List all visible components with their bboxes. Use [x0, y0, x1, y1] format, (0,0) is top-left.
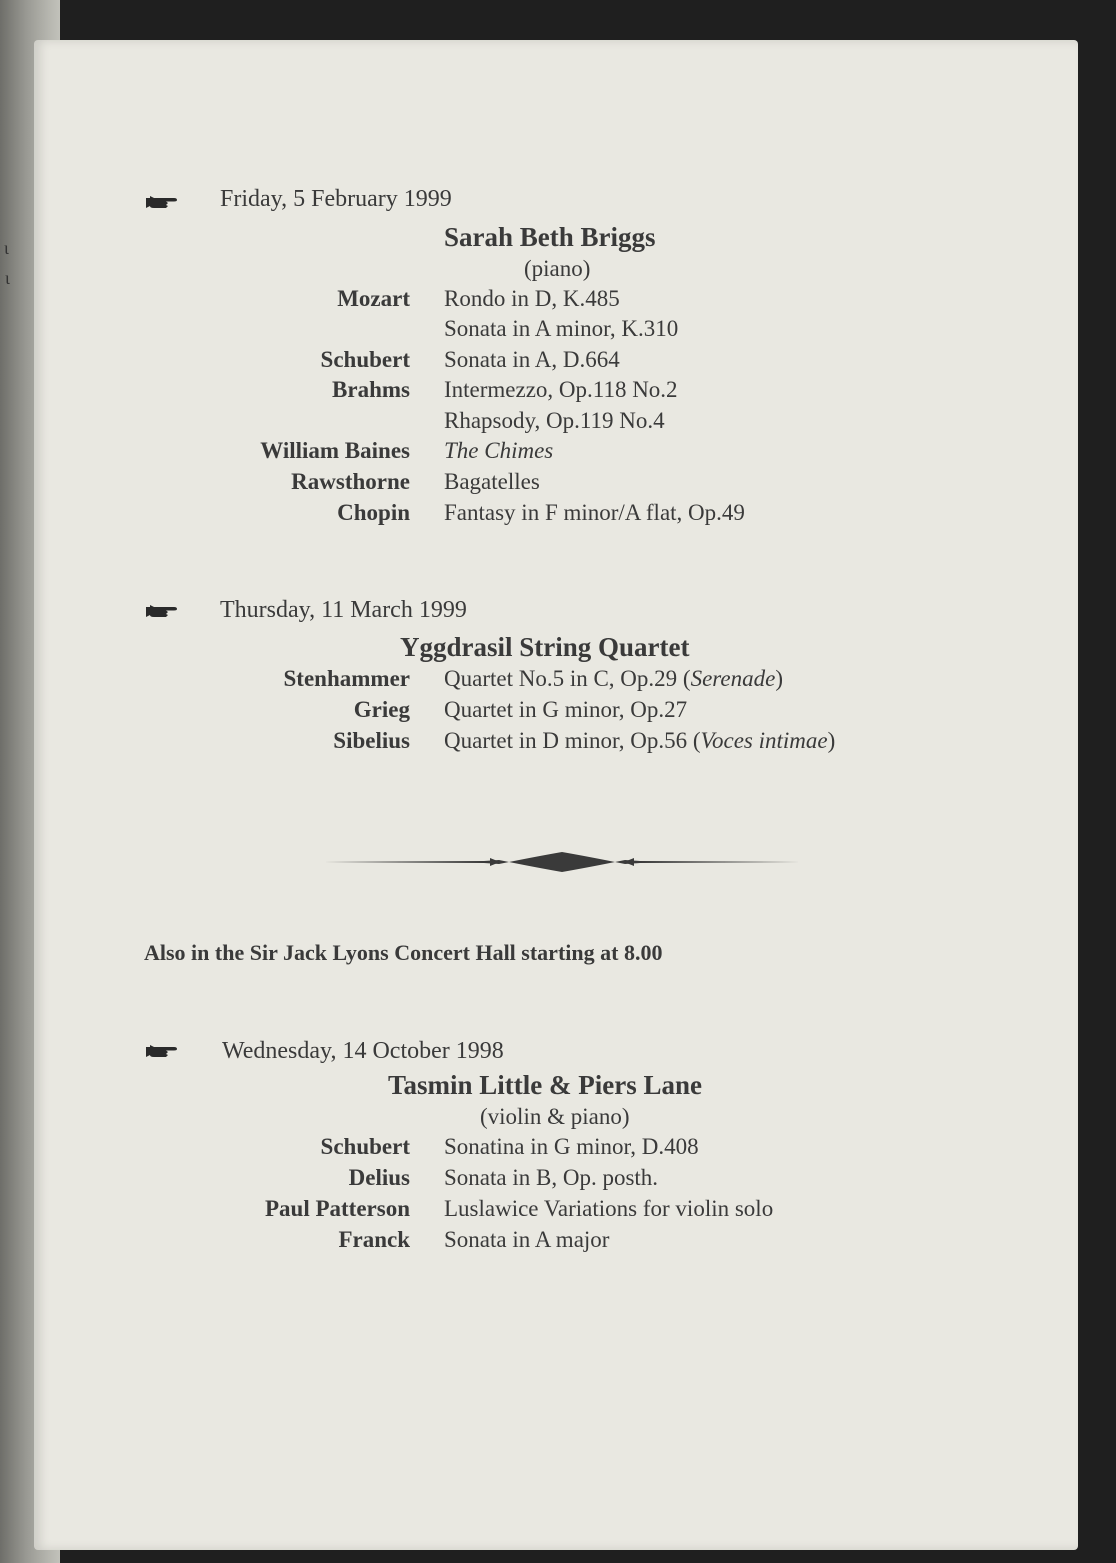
- concert-date: Wednesday, 14 October 1998: [222, 1038, 504, 1064]
- composer-name: Stenhammer: [283, 666, 410, 691]
- work-title: Sonatina in G minor, D.408: [444, 1134, 699, 1159]
- work-title: Intermezzo, Op.118 No.2: [444, 377, 678, 402]
- program-row: [34, 286, 1078, 316]
- program-row: [34, 347, 1078, 377]
- margin-mark: ι: [4, 238, 9, 258]
- composer-name: Franck: [338, 1227, 410, 1252]
- program-row: [34, 1227, 1078, 1257]
- pointing-hand-icon: [144, 604, 184, 620]
- also-heading: Also in the Sir Jack Lyons Concert Hall starting at 8.00: [144, 940, 663, 965]
- composer-name: Chopin: [337, 500, 410, 525]
- work-title: Bagatelles: [444, 469, 540, 494]
- program-row: [34, 1165, 1078, 1195]
- work-title: Rhapsody, Op.119 No.4: [444, 408, 665, 433]
- ornamental-divider: [324, 847, 800, 877]
- work-title: Sonata in A, D.664: [444, 347, 620, 372]
- program-row: [34, 316, 1078, 346]
- margin-mark: ι: [5, 268, 10, 288]
- composer-name: Paul Patterson: [264, 1196, 410, 1221]
- work-title: Quartet in D minor, Op.56 (Voces intimae): [444, 728, 836, 753]
- work-title: Sonata in A minor, K.310: [444, 316, 679, 341]
- composer-name: Grieg: [353, 697, 410, 722]
- composer-name: Schubert: [320, 1134, 410, 1159]
- program-page: [34, 40, 1078, 1550]
- program-row: [34, 697, 1078, 727]
- composer-name: Rawsthorne: [291, 469, 410, 494]
- performer-name: Tasmin Little & Piers Lane: [388, 1070, 702, 1100]
- pointing-hand-icon: [144, 1044, 184, 1060]
- program-row: [34, 666, 1078, 696]
- program-row: [34, 438, 1078, 468]
- work-title: Luslawice Variations for violin solo: [444, 1196, 774, 1221]
- performer-name: Yggdrasil String Quartet: [400, 632, 690, 662]
- work-title: Quartet in G minor, Op.27: [444, 697, 688, 722]
- performer-name: Sarah Beth Briggs: [444, 222, 656, 252]
- work-title: Rondo in D, K.485: [444, 286, 620, 311]
- work-title: Sonata in B, Op. posth.: [444, 1165, 659, 1190]
- performer-instrument: (piano): [524, 256, 591, 281]
- work-title: Sonata in A major: [444, 1227, 610, 1252]
- composer-name: Mozart: [337, 286, 410, 311]
- program-row: [34, 1134, 1078, 1164]
- program-row: [34, 728, 1078, 758]
- program-row: [34, 1196, 1078, 1226]
- program-row: [34, 377, 1078, 407]
- composer-name: Schubert: [320, 347, 410, 372]
- concert-date: Friday, 5 February 1999: [220, 186, 452, 212]
- pointing-hand-icon: [144, 195, 184, 211]
- composer-name: Brahms: [332, 377, 410, 402]
- program-row: [34, 469, 1078, 499]
- program-row: [34, 408, 1078, 438]
- performer-instrument: (violin & piano): [480, 1104, 630, 1129]
- work-title: Quartet No.5 in C, Op.29 (Serenade): [444, 666, 783, 691]
- concert-date: Thursday, 11 March 1999: [220, 597, 467, 623]
- composer-name: William Baines: [260, 438, 410, 463]
- composer-name: Delius: [348, 1165, 410, 1190]
- work-title: The Chimes: [444, 438, 554, 463]
- work-title: Fantasy in F minor/A flat, Op.49: [444, 500, 745, 525]
- program-row: [34, 500, 1078, 530]
- composer-name: Sibelius: [333, 728, 410, 753]
